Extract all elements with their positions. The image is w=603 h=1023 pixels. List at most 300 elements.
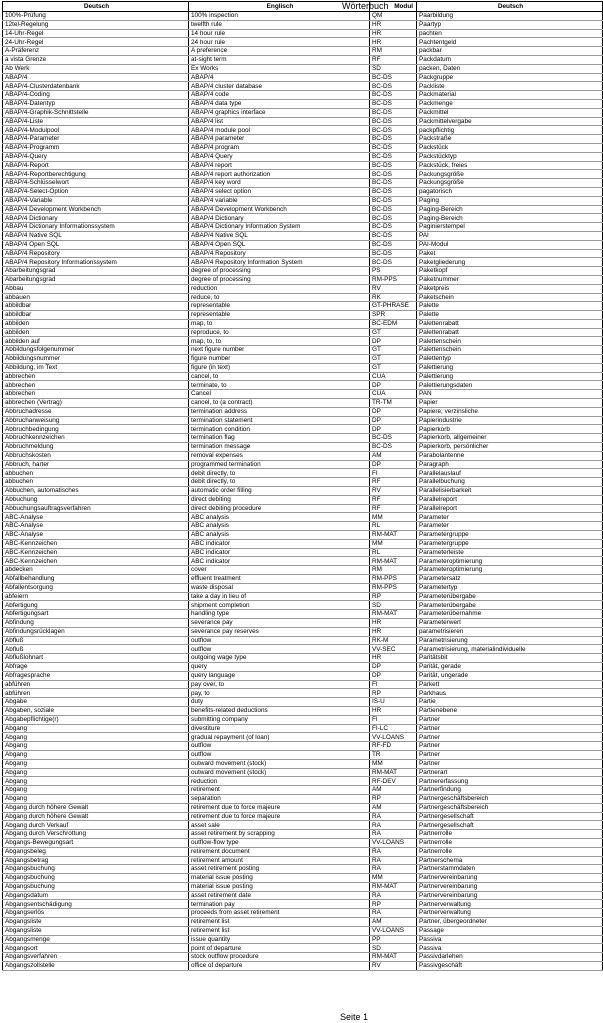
english-term: stock outflow procedure: [189, 953, 370, 962]
german-term: Abgang: [3, 794, 189, 803]
german-index-term: Paartyp: [417, 20, 603, 29]
module-code: BC-DS: [370, 179, 417, 188]
module-code: SD: [370, 601, 417, 610]
module-code: RA: [370, 812, 417, 821]
module-code: RA: [370, 856, 417, 865]
german-term: Abbruch, harter: [3, 460, 189, 469]
german-index-term: Passivdarlehen: [417, 953, 603, 962]
page-title: Wörterbuch: [342, 1, 389, 11]
module-code: RM-MAT: [370, 882, 417, 891]
german-term: Abgang: [3, 759, 189, 768]
german-term: Abbruchadresse: [3, 407, 189, 416]
module-code: AM: [370, 918, 417, 927]
german-index-term: Partnergesellschaft: [417, 812, 603, 821]
german-term: Abflußlohnart: [3, 654, 189, 663]
table-row: [3, 126, 603, 135]
module-code: RP: [370, 900, 417, 909]
module-code: RV: [370, 487, 417, 496]
module-code: DP: [370, 337, 417, 346]
german-index-term: Parallelreport: [417, 495, 603, 504]
german-index-term: PAN: [417, 390, 603, 399]
german-term: Abbildungsnummer: [3, 355, 189, 364]
german-term: ABAP/4: [3, 73, 189, 82]
table-row: [3, 249, 603, 258]
module-code: RV: [370, 284, 417, 293]
table-row: [3, 12, 603, 21]
module-code: RP: [370, 689, 417, 698]
table-row: [3, 891, 603, 900]
german-index-term: Partner: [417, 733, 603, 742]
english-term: cancel, to (a contract): [189, 399, 370, 408]
table-row: [3, 108, 603, 117]
german-index-term: parametrisieren: [417, 627, 603, 636]
german-term: abbrechen: [3, 390, 189, 399]
german-index-term: Paarbildung: [417, 12, 603, 21]
english-term: twelfth rule: [189, 20, 370, 29]
module-code: RM-MAT: [370, 953, 417, 962]
german-term: Abgangsdatum: [3, 891, 189, 900]
table-row: [3, 531, 603, 540]
table-row: [3, 346, 603, 355]
table-row: [3, 504, 603, 513]
english-term: figure (in text): [189, 363, 370, 372]
german-index-term: Paging-Bereich: [417, 205, 603, 214]
english-term: ABC indicator: [189, 548, 370, 557]
english-term: degree of processing: [189, 267, 370, 276]
german-term: abfeiern: [3, 592, 189, 601]
english-term: Ex Works: [189, 64, 370, 73]
module-code: PP: [370, 935, 417, 944]
table-row: [3, 636, 603, 645]
table-row: [3, 416, 603, 425]
english-term: reduce, to: [189, 293, 370, 302]
table-row: [3, 882, 603, 891]
table-row: [3, 601, 603, 610]
table-row: [3, 759, 603, 768]
module-code: RF: [370, 55, 417, 64]
table-row: [3, 451, 603, 460]
german-term: Abgangsbetrag: [3, 856, 189, 865]
module-code: RK-M: [370, 636, 417, 645]
english-term: ABAP/4 select option: [189, 187, 370, 196]
table-header-row: [3, 2, 603, 12]
english-term: ABAP/4 Dictionary Information System: [189, 223, 370, 232]
table-row: [3, 777, 603, 786]
table-row: [3, 645, 603, 654]
module-code: BC-DS: [370, 73, 417, 82]
column-header-module: Modul: [370, 2, 417, 12]
english-term: ABAP/4 graphics interface: [189, 108, 370, 117]
german-index-term: Partnergeschäftsbereich: [417, 803, 603, 812]
module-code: BC-DS: [370, 82, 417, 91]
table-row: [3, 680, 603, 689]
english-term: asset retirement by scrapping: [189, 830, 370, 839]
german-index-term: Partner: [417, 759, 603, 768]
german-term: Abgangserlös: [3, 909, 189, 918]
german-term: Abgangsentschädigung: [3, 900, 189, 909]
english-term: removal expenses: [189, 451, 370, 460]
module-code: HR: [370, 20, 417, 29]
german-term: Abgangszollstelle: [3, 962, 189, 971]
german-index-term: Passiva: [417, 944, 603, 953]
german-term: Abbuchungsauftragsverfahren: [3, 504, 189, 513]
table-row: [3, 592, 603, 601]
german-index-term: Partnerschema: [417, 856, 603, 865]
table-row: [3, 117, 603, 126]
english-term: outflow: [189, 645, 370, 654]
german-index-term: Palettierung: [417, 363, 603, 372]
english-term: outward movement (stock): [189, 768, 370, 777]
module-code: RA: [370, 865, 417, 874]
table-row: [3, 689, 603, 698]
german-term: abbildbar: [3, 311, 189, 320]
german-term: abführen: [3, 680, 189, 689]
module-code: GT: [370, 363, 417, 372]
module-code: BC-DS: [370, 170, 417, 179]
german-index-term: Packmittelvergabe: [417, 117, 603, 126]
german-term: ABAP/4-Modulpool: [3, 126, 189, 135]
english-term: retirement amount: [189, 856, 370, 865]
german-index-term: Palette: [417, 302, 603, 311]
table-row: [3, 821, 603, 830]
module-code: BC-DS: [370, 214, 417, 223]
english-term: ABC analysis: [189, 522, 370, 531]
german-term: ABAP/4-Clusterdatenbank: [3, 82, 189, 91]
module-code: RA: [370, 830, 417, 839]
german-index-term: Partner, übergeordneter: [417, 918, 603, 927]
module-code: DP: [370, 416, 417, 425]
english-term: ABAP/4 Native SQL: [189, 231, 370, 240]
table-row: [3, 566, 603, 575]
german-term: ABAP/4 Open SQL: [3, 240, 189, 249]
module-code: RA: [370, 909, 417, 918]
german-term: ABAP/4-Reportberechtigung: [3, 170, 189, 179]
english-term: ABAP/4 Repository: [189, 249, 370, 258]
german-index-term: Packstück: [417, 143, 603, 152]
module-code: AM: [370, 451, 417, 460]
module-code: FI-LC: [370, 724, 417, 733]
german-term: Abgang durch höhere Gewalt: [3, 812, 189, 821]
german-index-term: Packmaterial: [417, 91, 603, 100]
german-term: Abgabe: [3, 698, 189, 707]
german-index-term: Passivgeschäft: [417, 962, 603, 971]
table-row: [3, 874, 603, 883]
module-code: MM: [370, 759, 417, 768]
table-row: [3, 434, 603, 443]
page-footer: Seite 1: [340, 1012, 369, 1022]
german-term: Abgang: [3, 786, 189, 795]
german-term: a vista Grenze: [3, 55, 189, 64]
german-term: abbrechen: [3, 381, 189, 390]
german-term: ABAP/4 Development Workbench: [3, 205, 189, 214]
german-index-term: packbar: [417, 47, 603, 56]
english-term: point of departure: [189, 944, 370, 953]
column-header-german: Deutsch: [3, 2, 189, 12]
english-term: query: [189, 662, 370, 671]
table-row: [3, 715, 603, 724]
english-term: termination statement: [189, 416, 370, 425]
table-row: [3, 786, 603, 795]
table-row: [3, 205, 603, 214]
module-code: RA: [370, 891, 417, 900]
table-row: [3, 935, 603, 944]
table-row: [3, 258, 603, 267]
german-index-term: Partnervereinbarung: [417, 882, 603, 891]
german-index-term: Paging-Bereich: [417, 214, 603, 223]
table-row: [3, 47, 603, 56]
english-term: ABAP/4 Open SQL: [189, 240, 370, 249]
english-term: figure number: [189, 355, 370, 364]
english-term: ABAP/4 Development Workbench: [189, 205, 370, 214]
german-index-term: Papierkorb, allgemeiner: [417, 434, 603, 443]
german-term: Abfertigung: [3, 601, 189, 610]
english-term: 100% inspection: [189, 12, 370, 21]
english-term: ABAP/4 variable: [189, 196, 370, 205]
german-index-term: Partnergesellschaft: [417, 821, 603, 830]
german-index-term: Packgruppe: [417, 73, 603, 82]
german-term: ABAP/4 Repository: [3, 249, 189, 258]
table-row: [3, 381, 603, 390]
table-row: [3, 962, 603, 971]
german-term: Abgangsbuchung: [3, 882, 189, 891]
german-term: ABAP/4-Parameter: [3, 135, 189, 144]
german-index-term: Papierkorb, persönlicher: [417, 443, 603, 452]
table-row: [3, 372, 603, 381]
table-row: [3, 302, 603, 311]
german-term: ABAP/4-Coding: [3, 91, 189, 100]
english-term: debit directly, to: [189, 478, 370, 487]
german-term: 100%-Prüfung: [3, 12, 189, 21]
english-term: outflow: [189, 636, 370, 645]
german-index-term: PAI: [417, 231, 603, 240]
german-term: Abgangsbeleg: [3, 847, 189, 856]
german-term: ABAP/4-Liste: [3, 117, 189, 126]
english-term: retirement document: [189, 847, 370, 856]
module-code: RM-MAT: [370, 610, 417, 619]
english-term: 14 hour rule: [189, 29, 370, 38]
german-index-term: Partnerrolle: [417, 838, 603, 847]
german-term: abbrechen: [3, 372, 189, 381]
german-term: ABC-Kennzeichen: [3, 557, 189, 566]
german-index-term: Paginierstempel: [417, 223, 603, 232]
german-term: Abfallentsorgung: [3, 583, 189, 592]
module-code: HR: [370, 654, 417, 663]
module-code: IS-U: [370, 698, 417, 707]
german-index-term: pachten: [417, 29, 603, 38]
english-term: pay, to: [189, 689, 370, 698]
german-index-term: Papierindustrie: [417, 416, 603, 425]
english-term: outward movement (stock): [189, 759, 370, 768]
german-index-term: Partnerverwaltung: [417, 909, 603, 918]
german-index-term: Partner: [417, 750, 603, 759]
german-index-term: Parkhaus: [417, 689, 603, 698]
module-code: GT: [370, 355, 417, 364]
german-term: ABAP/4-Programm: [3, 143, 189, 152]
english-term: retirement list: [189, 926, 370, 935]
table-row: [3, 548, 603, 557]
german-index-term: Paragraph: [417, 460, 603, 469]
english-term: automatic order filling: [189, 487, 370, 496]
german-term: ABC-Kennzeichen: [3, 548, 189, 557]
english-term: material issue posting: [189, 882, 370, 891]
table-row: [3, 38, 603, 47]
german-term: Abgang durch Verkauf: [3, 821, 189, 830]
german-term: abbuchen: [3, 478, 189, 487]
german-index-term: Partnerrolle: [417, 847, 603, 856]
module-code: AM: [370, 803, 417, 812]
english-term: outflow: [189, 742, 370, 751]
english-term: ABAP/4 Query: [189, 152, 370, 161]
module-code: DP: [370, 662, 417, 671]
german-index-term: Papier: [417, 399, 603, 408]
german-term: Abgaben, soziale: [3, 706, 189, 715]
english-term: ABAP/4 cluster database: [189, 82, 370, 91]
german-index-term: Partner: [417, 724, 603, 733]
german-index-term: Paketnummer: [417, 275, 603, 284]
german-term: Abfragesprache: [3, 671, 189, 680]
german-index-term: Partnerfindung: [417, 786, 603, 795]
german-index-term: Packstraße: [417, 135, 603, 144]
german-term: ABAP/4 Dictionary Informationssystem: [3, 223, 189, 232]
german-index-term: Paketpreis: [417, 284, 603, 293]
german-index-term: Paketschein: [417, 293, 603, 302]
german-index-term: Parametergruppe: [417, 531, 603, 540]
table-row: [3, 55, 603, 64]
german-term: Abgang durch Verschrottung: [3, 830, 189, 839]
german-term: Abbruchskosten: [3, 451, 189, 460]
german-index-term: Paging: [417, 196, 603, 205]
german-index-term: Partner: [417, 715, 603, 724]
german-index-term: Partnererfassung: [417, 777, 603, 786]
table-row: [3, 557, 603, 566]
table-row: [3, 794, 603, 803]
german-term: Abbruchmeldung: [3, 443, 189, 452]
module-code: RL: [370, 522, 417, 531]
german-term: Abfertigungsart: [3, 610, 189, 619]
module-code: RM-PPS: [370, 575, 417, 584]
german-index-term: Papierkorb: [417, 425, 603, 434]
german-term: Abgangsverfahren: [3, 953, 189, 962]
module-code: RA: [370, 821, 417, 830]
module-code: BC-DS: [370, 91, 417, 100]
german-term: abbilden: [3, 319, 189, 328]
english-term: effluent treatment: [189, 575, 370, 584]
module-code: SPR: [370, 311, 417, 320]
module-code: RM-MAT: [370, 557, 417, 566]
german-index-term: Parametrisierung, materialindividuelle: [417, 645, 603, 654]
module-code: HR: [370, 29, 417, 38]
english-term: submitting company: [189, 715, 370, 724]
dictionary-table: [2, 1, 603, 971]
module-code: MM: [370, 874, 417, 883]
german-term: Abfrage: [3, 662, 189, 671]
german-index-term: Parametertyp: [417, 583, 603, 592]
german-term: ABC-Analyse: [3, 513, 189, 522]
table-row: [3, 337, 603, 346]
table-row: [3, 231, 603, 240]
english-term: ABC indicator: [189, 557, 370, 566]
table-row: [3, 654, 603, 663]
german-term: ABAP/4-Datentyp: [3, 99, 189, 108]
german-index-term: Parität, ungerade: [417, 671, 603, 680]
table-row: [3, 944, 603, 953]
english-term: handling type: [189, 610, 370, 619]
german-index-term: Parameteroptimierung: [417, 557, 603, 566]
english-term: retirement list: [189, 918, 370, 927]
table-row: [3, 662, 603, 671]
table-row: [3, 319, 603, 328]
table-row: [3, 539, 603, 548]
table-row: [3, 575, 603, 584]
german-term: Abgang: [3, 733, 189, 742]
german-index-term: Packdatum: [417, 55, 603, 64]
english-term: ABC analysis: [189, 513, 370, 522]
module-code: BC-EDM: [370, 319, 417, 328]
english-term: material issue posting: [189, 874, 370, 883]
german-term: abbuchen: [3, 469, 189, 478]
english-term: termination condition: [189, 425, 370, 434]
german-index-term: Parameterübergabe: [417, 601, 603, 610]
module-code: BC-DS: [370, 443, 417, 452]
german-term: abbrechen (Vertrag): [3, 399, 189, 408]
module-code: RM: [370, 566, 417, 575]
module-code: QM: [370, 12, 417, 21]
english-term: ABAP/4 parameter: [189, 135, 370, 144]
module-code: RK: [370, 293, 417, 302]
german-index-term: Parallelisierbarkeit: [417, 487, 603, 496]
module-code: GT: [370, 346, 417, 355]
table-row: [3, 390, 603, 399]
german-term: ABAP/4-Report: [3, 161, 189, 170]
english-term: programmed termination: [189, 460, 370, 469]
table-row: [3, 706, 603, 715]
english-term: pay over, to: [189, 680, 370, 689]
german-term: Abgang: [3, 777, 189, 786]
table-row: [3, 214, 603, 223]
german-term: Abbruchanweisung: [3, 416, 189, 425]
module-code: HR: [370, 706, 417, 715]
english-term: next figure number: [189, 346, 370, 355]
german-term: abbauen: [3, 293, 189, 302]
german-term: Abgang: [3, 742, 189, 751]
table-row: [3, 460, 603, 469]
german-index-term: Palette: [417, 311, 603, 320]
german-term: A-Präferenz: [3, 47, 189, 56]
module-code: RM-MAT: [370, 531, 417, 540]
module-code: VV-SEC: [370, 645, 417, 654]
table-row: [3, 478, 603, 487]
module-code: FI: [370, 715, 417, 724]
english-term: cover: [189, 566, 370, 575]
module-code: BC-DS: [370, 117, 417, 126]
table-row: [3, 223, 603, 232]
german-term: ABAP/4 Repository Informationssystem: [3, 258, 189, 267]
table-row: [3, 698, 603, 707]
english-term: direct debiting procedure: [189, 504, 370, 513]
german-index-term: Papiere, verzinsliche: [417, 407, 603, 416]
module-code: FI: [370, 680, 417, 689]
english-term: reduction: [189, 777, 370, 786]
table-row: [3, 909, 603, 918]
german-term: Abgangsliste: [3, 926, 189, 935]
english-term: direct debiting: [189, 495, 370, 504]
german-index-term: Partienebene: [417, 706, 603, 715]
module-code: RL: [370, 548, 417, 557]
german-index-term: Palettenrabatt: [417, 328, 603, 337]
german-index-term: Parameterwert: [417, 618, 603, 627]
module-code: RP: [370, 592, 417, 601]
german-index-term: Parametrisierung: [417, 636, 603, 645]
